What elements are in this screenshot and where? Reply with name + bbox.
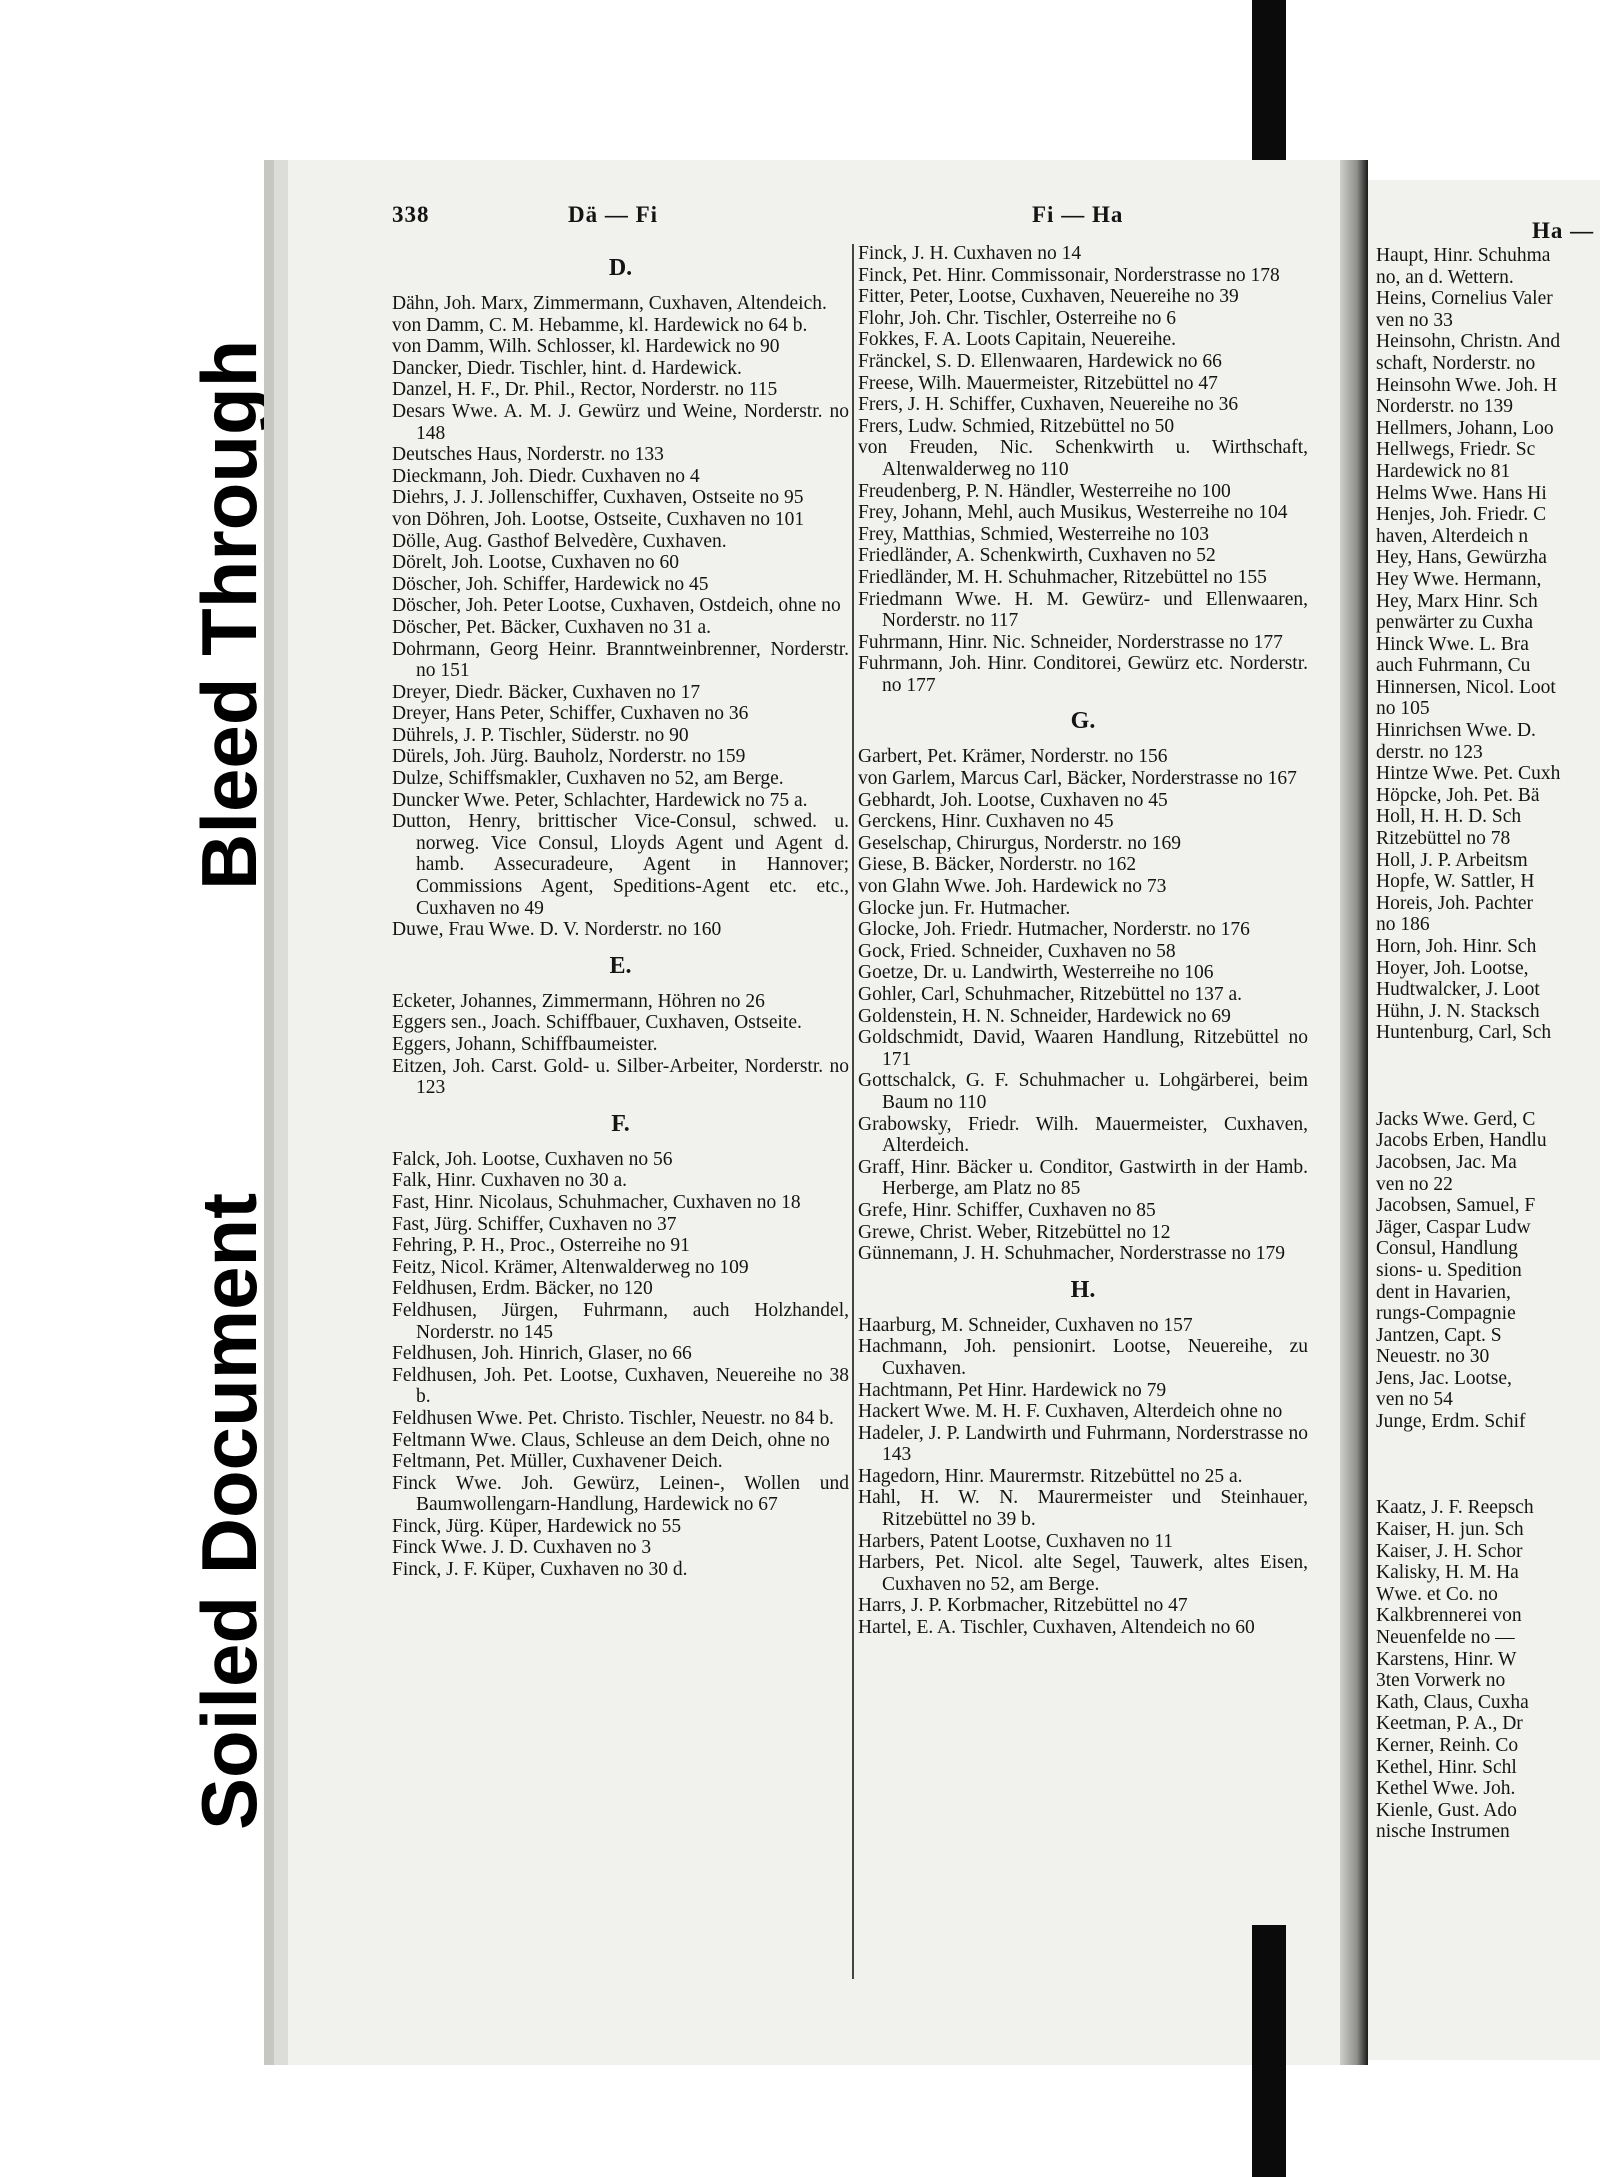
- edge-entry-line: sions- u. Spedition: [1376, 1259, 1522, 1281]
- directory-entry: Ecketer, Johannes, Zimmermann, Höhren no 26: [392, 990, 765, 1012]
- edge-entry-line: nische Instrumen: [1376, 1821, 1510, 1843]
- bleed-through-stamp: Bleed Through: [185, 339, 273, 890]
- directory-entry: Dreyer, Hans Peter, Schiffer, Cuxhaven no 36: [392, 703, 749, 725]
- directory-entry: Haarburg, M. Schneider, Cuxhaven no 157: [858, 1314, 1193, 1336]
- edge-entry-line: Junge, Erdm. Schif: [1376, 1411, 1526, 1433]
- directory-entry: Friedländer, M. H. Schuhmacher, Ritzebüttel no 155: [858, 566, 1267, 588]
- directory-entry: Harbers, Patent Lootse, Cuxhaven no 11: [858, 1530, 1173, 1552]
- directory-entry: Frey, Johann, Mehl, auch Musikus, Westerreihe no 104: [858, 502, 1288, 524]
- edge-entry-line: Karstens, Hinr. W: [1376, 1648, 1517, 1670]
- directory-entry: Feldhusen, Joh. Pet. Lootse, Cuxhaven, Neuereihe no 38 b.: [392, 1364, 849, 1408]
- directory-entry: Feldhusen, Jürgen, Fuhrmann, auch Holzhandel, Norderstr. no 145: [392, 1299, 849, 1343]
- directory-entry: Grewe, Christ. Weber, Ritzebüttel no 12: [858, 1221, 1171, 1243]
- directory-entry: Dürels, Joh. Jürg. Bauholz, Norderstr. no 159: [392, 746, 746, 768]
- directory-entry: Danzel, H. F., Dr. Phil., Rector, Norderstr. no 115: [392, 379, 778, 401]
- directory-entry: Finck Wwe. J. D. Cuxhaven no 3: [392, 1537, 652, 1559]
- edge-entry-line: Kaatz, J. F. Reepsch: [1376, 1497, 1534, 1519]
- directory-entry: Goldschmidt, David, Waaren Handlung, Ritzebüttel no 171: [858, 1027, 1308, 1070]
- directory-entry: Duwe, Frau Wwe. D. V. Norderstr. no 160: [392, 919, 722, 941]
- edge-entry-line: Hey, Marx Hinr. Sch: [1376, 590, 1538, 612]
- section-letter: G.: [1070, 708, 1096, 735]
- directory-entry: Desars Wwe. A. M. J. Gewürz und Weine, Norderstr. no 148: [392, 400, 849, 444]
- edge-entry-line: Jantzen, Capt. S: [1376, 1324, 1502, 1346]
- directory-entry: Gock, Fried. Schneider, Cuxhaven no 58: [858, 940, 1176, 962]
- book-gutter: [1340, 160, 1368, 2065]
- left-running-header: Dä — Fi: [568, 202, 659, 227]
- directory-entry: Hahl, H. W. N. Maurermeister und Steinhauer, Ritzebüttel no 39 b.: [858, 1487, 1308, 1531]
- directory-entry: Diehrs, J. J. Jollenschiffer, Cuxhaven, Ostseite no 95: [392, 487, 804, 509]
- directory-entry: Fuhrmann, Joh. Hinr. Conditorei, Gewürz etc. Norderstr. no 177: [858, 653, 1308, 696]
- directory-entry: Duncker Wwe. Peter, Schlachter, Hardewick no 75 a.: [392, 789, 808, 811]
- directory-entry: Döscher, Joh. Schiffer, Hardewick no 45: [392, 573, 709, 595]
- section-letter: F.: [611, 1110, 630, 1137]
- directory-entry: Dölle, Aug. Gasthof Belvedère, Cuxhaven.: [392, 530, 727, 552]
- directory-entry: Eitzen, Joh. Carst. Gold- u. Silber-Arbeiter, Norderstr. no 123: [392, 1055, 849, 1099]
- directory-entry: Feltmann Wwe. Claus, Schleuse an dem Deich, ohne no: [392, 1429, 830, 1451]
- directory-entry: Dörelt, Joh. Lootse, Cuxhaven no 60: [392, 552, 680, 574]
- directory-entry: Fitter, Peter, Lootse, Cuxhaven, Neuereihe no 39: [858, 286, 1239, 308]
- right-running-header: Fi — Ha: [1032, 202, 1124, 227]
- section-letter: H.: [1070, 1276, 1096, 1303]
- edge-entry-line: Helms Wwe. Hans Hi: [1376, 482, 1547, 504]
- directory-entry: Eggers, Johann, Schiffbaumeister.: [392, 1034, 658, 1055]
- next-page-edge-column: [1376, 245, 1600, 1843]
- right-directory-column: [858, 243, 1308, 1639]
- edge-entry-line: derstr. no 123: [1376, 741, 1483, 763]
- column-divider: [852, 244, 854, 1979]
- edge-entry-line: Hinnersen, Nicol. Loot: [1376, 676, 1556, 698]
- edge-entry-line: Consul, Handlung: [1376, 1238, 1518, 1260]
- edge-entry-line: Jäger, Caspar Ludw: [1376, 1216, 1531, 1238]
- edge-entry-line: Henjes, Joh. Friedr. C: [1376, 504, 1547, 526]
- edge-entry-line: Keetman, P. A., Dr: [1376, 1713, 1523, 1735]
- directory-entry: Flohr, Joh. Chr. Tischler, Osterreihe no 6: [858, 307, 1177, 329]
- edge-entry-line: Neuestr. no 30: [1376, 1346, 1490, 1368]
- directory-entry: Gerckens, Hinr. Cuxhaven no 45: [858, 811, 1114, 833]
- edge-entry-line: no 105: [1376, 698, 1430, 720]
- directory-entry: Freese, Wilh. Mauermeister, Ritzebüttel no 47: [858, 372, 1218, 394]
- edge-entry-line: Hey, Hans, Gewürzha: [1376, 547, 1547, 569]
- edge-entry-line: Jacobs Erben, Handlu: [1376, 1130, 1547, 1152]
- directory-entry: Gottschalck, G. F. Schuhmacher u. Lohgärberei, beim Baum no 110: [858, 1070, 1308, 1113]
- edge-entry-line: Neuenfelde no —: [1376, 1627, 1515, 1648]
- edge-entry-line: Kaiser, H. jun. Sch: [1376, 1519, 1524, 1541]
- directory-entry: Fränckel, S. D. Ellenwaaren, Hardewick no 66: [858, 350, 1222, 372]
- directory-entry: Hartel, E. A. Tischler, Cuxhaven, Altendeich no 60: [858, 1617, 1255, 1639]
- directory-entry: Geselschap, Chirurgus, Norderstr. no 169: [858, 832, 1181, 854]
- edge-entry-line: Höpcke, Joh. Pet. Bä: [1376, 784, 1540, 806]
- directory-entry: Goetze, Dr. u. Landwirth, Westerreihe no 106: [858, 962, 1214, 984]
- directory-entry: Fokkes, F. A. Loots Capitain, Neuereihe.: [858, 329, 1176, 351]
- directory-entry: Eggers sen., Joach. Schiffbauer, Cuxhaven, Ostseite.: [392, 1012, 802, 1034]
- edge-entry-line: Hoyer, Joh. Lootse,: [1376, 957, 1529, 979]
- edge-entry-line: [1376, 1433, 1600, 1455]
- directory-entry: Grefe, Hinr. Schiffer, Cuxhaven no 85: [858, 1199, 1156, 1221]
- edge-entry-line: Hey Wwe. Hermann,: [1376, 568, 1542, 590]
- directory-entry: Günnemann, J. H. Schuhmacher, Norderstrasse no 179: [858, 1243, 1286, 1265]
- edge-entry-line: Holl, H. H. D. Sch: [1376, 806, 1522, 828]
- directory-entry: Gebhardt, Joh. Lootse, Cuxhaven no 45: [858, 789, 1168, 811]
- edge-entry-line: haven, Alterdeich n: [1376, 525, 1529, 547]
- edge-entry-line: Kethel, Hinr. Schl: [1376, 1756, 1517, 1778]
- directory-entry: Dreyer, Diedr. Bäcker, Cuxhaven no 17: [392, 681, 701, 703]
- edge-entry-line: Haupt, Hinr. Schuhma: [1376, 245, 1551, 266]
- edge-entry-line: Hopfe, W. Sattler, H: [1376, 871, 1535, 893]
- directory-entry: von Garlem, Marcus Carl, Bäcker, Norderstrasse no 167: [858, 768, 1297, 790]
- directory-entry: Dancker, Diedr. Tischler, hint. d. Hardewick.: [392, 357, 742, 379]
- edge-entry-line: ven no 33: [1376, 309, 1453, 331]
- edge-entry-line: Hellwegs, Friedr. Sc: [1376, 439, 1536, 461]
- directory-entry: von Damm, C. M. Hebamme, kl. Hardewick no 64 b.: [392, 314, 808, 336]
- directory-entry: Glocke jun. Fr. Hutmacher.: [858, 897, 1071, 919]
- directory-entry: Falk, Hinr. Cuxhaven no 30 a.: [392, 1170, 628, 1192]
- directory-entry: Frers, J. H. Schiffer, Cuxhaven, Neuereihe no 36: [858, 394, 1239, 416]
- section-letter: D.: [608, 255, 633, 281]
- directory-entry: Finck, J. F. Küper, Cuxhaven no 30 d.: [392, 1559, 688, 1581]
- top-marker-strip: [1252, 0, 1286, 160]
- directory-entry: Fast, Jürg. Schiffer, Cuxhaven no 37: [392, 1213, 677, 1235]
- edge-entry-line: [1376, 1454, 1600, 1476]
- directory-entry: Finck, J. H. Cuxhaven no 14: [858, 243, 1082, 264]
- directory-entry: Friedmann Wwe. H. M. Gewürz- und Ellenwaaren, Norderstr. no 117: [858, 588, 1308, 632]
- edge-entry-line: Kalisky, H. M. Ha: [1376, 1562, 1519, 1584]
- directory-entry: Graff, Hinr. Bäcker u. Conditor, Gastwirth in der Hamb. Herberge, am Platz no 85: [858, 1156, 1308, 1200]
- directory-entry: Dähn, Joh. Marx, Zimmermann, Cuxhaven, Altendeich.: [392, 293, 827, 314]
- directory-entry: Fuhrmann, Hinr. Nic. Schneider, Norderstrasse no 177: [858, 631, 1283, 653]
- directory-entry: Döscher, Pet. Bäcker, Cuxhaven no 31 a.: [392, 616, 712, 638]
- edge-entry-line: auch Fuhrmann, Cu: [1376, 655, 1531, 677]
- edge-entry-line: Wwe. et Co. no: [1376, 1583, 1498, 1605]
- left-directory-column: [392, 243, 849, 1581]
- directory-entry: Hackert Wwe. M. H. F. Cuxhaven, Alterdeich ohne no: [858, 1401, 1283, 1423]
- directory-entry: Garbert, Pet. Krämer, Norderstr. no 156: [858, 746, 1168, 768]
- directory-entry: Hadeler, J. P. Landwirth und Fuhrmann, Norderstrasse no 143: [858, 1422, 1308, 1466]
- edge-entry-line: Heinsohn, Christn. And: [1376, 331, 1561, 353]
- directory-entry: Giese, B. Bäcker, Norderstr. no 162: [858, 854, 1137, 876]
- bottom-marker-strip: [1252, 1925, 1286, 2177]
- directory-entry: Feldhusen Wwe. Pet. Christo. Tischler, Neuestr. no 84 b.: [392, 1407, 834, 1429]
- directory-entry: Hachmann, Joh. pensionirt. Lootse, Neuereihe, zu Cuxhaven.: [858, 1336, 1308, 1379]
- edge-entry-line: Hardewick no 81: [1376, 460, 1511, 482]
- directory-entry: Harrs, J. P. Korbmacher, Ritzebüttel no 47: [858, 1595, 1188, 1617]
- directory-entry: Goldenstein, H. N. Schneider, Hardewick no 69: [858, 1005, 1231, 1027]
- directory-entry: Falck, Joh. Lootse, Cuxhaven no 56: [392, 1148, 673, 1170]
- directory-entry: Deutsches Haus, Norderstr. no 133: [392, 444, 664, 466]
- edge-entry-line: Norderstr. no 139: [1376, 396, 1514, 418]
- directory-entry: Dührels, J. P. Tischler, Süderstr. no 90: [392, 724, 689, 746]
- edge-entry-line: Horn, Joh. Hinr. Sch: [1376, 936, 1537, 957]
- directory-entry: Feitz, Nicol. Krämer, Altenwalderweg no 109: [392, 1256, 749, 1278]
- next-page-running-header: Ha —: [1532, 218, 1595, 243]
- edge-entry-line: Hinck Wwe. L. Bra: [1376, 633, 1529, 655]
- directory-entry: Freudenberg, P. N. Händler, Westerreihe no 100: [858, 480, 1231, 502]
- edge-entry-line: Jacks Wwe. Gerd, C: [1376, 1108, 1536, 1130]
- edge-entry-line: no 186: [1376, 914, 1430, 936]
- directory-entry: Harbers, Pet. Nicol. alte Segel, Tauwerk, altes Eisen, Cuxhaven no 52, am Berge.: [858, 1552, 1308, 1595]
- edge-entry-line: [1376, 1044, 1600, 1066]
- directory-entry: Frey, Matthias, Schmied, Westerreihe no 103: [858, 523, 1209, 545]
- directory-entry: Feltmann, Pet. Müller, Cuxhavener Deich.: [392, 1451, 723, 1473]
- edge-entry-line: Hellmers, Johann, Loo: [1376, 417, 1554, 439]
- directory-entry: von Damm, Wilh. Schlosser, kl. Hardewick no 90: [392, 336, 780, 358]
- directory-entry: von Freuden, Nic. Schenkwirth u. Wirthschaft, Altenwalderweg no 110: [858, 437, 1308, 480]
- directory-entry: Feldhusen, Joh. Hinrich, Glaser, no 66: [392, 1343, 692, 1365]
- edge-entry-line: Kerner, Reinh. Co: [1376, 1734, 1519, 1756]
- directory-entry: Feldhusen, Erdm. Bäcker, no 120: [392, 1278, 653, 1300]
- edge-entry-line: Hudtwalcker, J. Loot: [1376, 979, 1540, 1001]
- edge-entry-line: [1376, 1476, 1600, 1498]
- edge-entry-line: Heinsohn Wwe. Joh. H: [1376, 374, 1558, 396]
- directory-entry: Finck, Pet. Hinr. Commissonair, Norderstrasse no 178: [858, 264, 1280, 286]
- edge-entry-line: dent in Havarien,: [1376, 1281, 1511, 1303]
- edge-entry-line: schaft, Norderstr. no: [1376, 352, 1536, 374]
- edge-entry-line: Kalkbrennerei von: [1376, 1605, 1522, 1627]
- section-letter: E.: [609, 952, 632, 979]
- edge-entry-line: Ritzebüttel no 78: [1376, 828, 1511, 850]
- soiled-document-stamp: Soiled Document: [185, 1192, 273, 1830]
- edge-entry-line: [1376, 1066, 1600, 1088]
- directory-entry: Dulze, Schiffsmakler, Cuxhaven no 52, am Berge.: [392, 768, 784, 790]
- directory-entry: von Döhren, Joh. Lootse, Ostseite, Cuxhaven no 101: [392, 508, 805, 530]
- directory-entry: Finck, Jürg. Küper, Hardewick no 55: [392, 1515, 682, 1537]
- edge-entry-line: Jacobsen, Samuel, F: [1376, 1195, 1536, 1217]
- directory-entry: Grabowsky, Friedr. Wilh. Mauermeister, Cuxhaven, Alterdeich.: [858, 1113, 1308, 1157]
- edge-entry-line: Kath, Claus, Cuxha: [1376, 1691, 1529, 1713]
- edge-entry-line: ven no 22: [1376, 1173, 1453, 1195]
- edge-entry-line: 3ten Vorwerk no: [1376, 1670, 1506, 1692]
- directory-entry: Dutton, Henry, brittischer Vice-Consul, schwed. u. norweg. Vice Consul, Lloyds Agent und Agent d. hamb. Assecuradeure, Agent in Hannover; Commissions Agent, Speditions-Agent etc. etc., Cuxhaven no 49: [392, 811, 849, 919]
- directory-entry: Hachtmann, Pet Hinr. Hardewick no 79: [858, 1379, 1167, 1401]
- edge-entry-line: Jens, Jac. Lootse,: [1376, 1367, 1512, 1389]
- edge-entry-line: Horeis, Joh. Pachter: [1376, 892, 1534, 914]
- edge-entry-line: Heins, Cornelius Valer: [1376, 288, 1553, 310]
- edge-entry-line: no, an d. Wettern.: [1376, 266, 1514, 288]
- directory-entry: Dieckmann, Joh. Diedr. Cuxhaven no 4: [392, 465, 700, 487]
- edge-entry-line: rungs-Compagnie: [1376, 1303, 1516, 1325]
- edge-entry-line: Hinrichsen Wwe. D.: [1376, 720, 1536, 742]
- directory-entry: Glocke, Joh. Friedr. Hutmacher, Norderstr. no 176: [858, 919, 1250, 941]
- edge-entry-line: Kienle, Gust. Ado: [1376, 1799, 1517, 1821]
- directory-entry: Fast, Hinr. Nicolaus, Schuhmacher, Cuxhaven no 18: [392, 1191, 801, 1213]
- directory-entry: Döscher, Joh. Peter Lootse, Cuxhaven, Ostdeich, ohne no: [392, 595, 841, 617]
- edge-entry-line: Holl, J. P. Arbeitsm: [1376, 849, 1528, 871]
- edge-entry-line: Hintze Wwe. Pet. Cuxh: [1376, 763, 1561, 785]
- edge-entry-line: Huntenburg, Carl, Sch: [1376, 1022, 1552, 1044]
- edge-entry-line: Kethel Wwe. Joh.: [1376, 1778, 1516, 1800]
- edge-entry-line: Kaiser, J. H. Schor: [1376, 1540, 1523, 1562]
- page-number: 338: [392, 202, 430, 227]
- directory-entry: Hagedorn, Hinr. Maurermstr. Ritzebüttel no 25 a.: [858, 1465, 1243, 1487]
- edge-entry-line: [1376, 1087, 1600, 1109]
- directory-entry: Gohler, Carl, Schuhmacher, Ritzebüttel no 137 a.: [858, 984, 1243, 1005]
- edge-entry-line: penwärter zu Cuxha: [1376, 612, 1534, 634]
- edge-entry-line: Jacobsen, Jac. Ma: [1376, 1151, 1517, 1173]
- edge-entry-line: Hühn, J. N. Stacksch: [1376, 1000, 1540, 1022]
- edge-entry-line: ven no 54: [1376, 1389, 1453, 1411]
- directory-entry: Frers, Ludw. Schmied, Ritzebüttel no 50: [858, 415, 1175, 437]
- directory-entry: von Glahn Wwe. Joh. Hardewick no 73: [858, 876, 1167, 898]
- directory-entry: Friedländer, A. Schenkwirth, Cuxhaven no 52: [858, 545, 1216, 567]
- directory-entry: Dohrmann, Georg Heinr. Branntweinbrenner, Norderstr. no 151: [392, 638, 849, 682]
- directory-entry: Finck Wwe. Joh. Gewürz, Leinen-, Wollen und Baumwollengarn-Handlung, Hardewick no 67: [392, 1472, 849, 1516]
- directory-entry: Fehring, P. H., Proc., Osterreihe no 91: [392, 1235, 690, 1257]
